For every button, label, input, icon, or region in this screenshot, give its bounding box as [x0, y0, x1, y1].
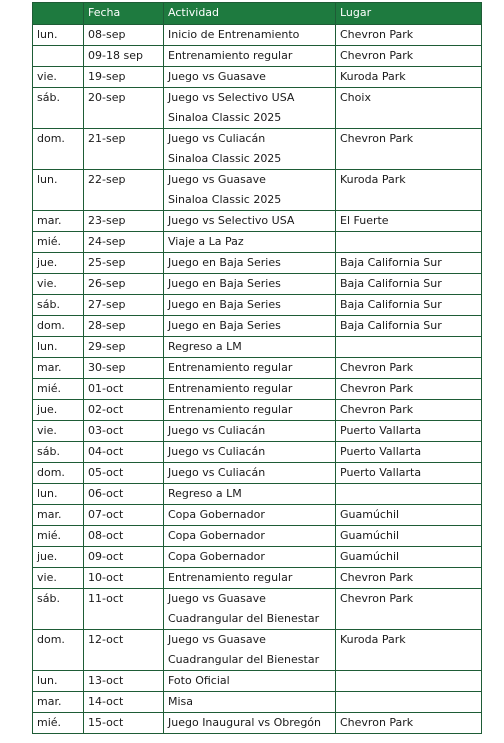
- activity-line: Entrenamiento regular: [168, 361, 293, 374]
- cell-activity: [164, 316, 336, 337]
- cell-place: Chevron Park: [336, 568, 482, 589]
- activity-line: Juego vs Selectivo USA: [168, 91, 295, 104]
- activity-line: Regreso a LM: [168, 487, 242, 500]
- table-row: [33, 358, 482, 379]
- cell-activity: [164, 692, 336, 713]
- cell-day: sáb.: [33, 88, 84, 129]
- cell-activity: [164, 358, 336, 379]
- table-row: [33, 379, 482, 400]
- cell-place: Chevron Park: [336, 129, 482, 170]
- cell-place: Chevron Park: [336, 358, 482, 379]
- table-row: [33, 25, 482, 46]
- cell-place: Chevron Park: [336, 713, 482, 734]
- cell-activity: [164, 505, 336, 526]
- activity-line: Juego vs Culiacán: [168, 424, 266, 437]
- activity-line: Juego en Baja Series: [168, 298, 281, 311]
- cell-day: sáb.: [33, 589, 84, 630]
- table-row: [33, 505, 482, 526]
- cell-date: 09-18 sep: [84, 46, 164, 67]
- cell-day: mar.: [33, 692, 84, 713]
- activity-line: Juego vs Culiacán: [168, 445, 266, 458]
- cell-activity: [164, 400, 336, 421]
- cell-place: Chevron Park: [336, 589, 482, 630]
- table-row: [33, 568, 482, 589]
- table-row: [33, 88, 482, 129]
- activity-line: Copa Gobernador: [168, 508, 265, 521]
- cell-activity: [164, 25, 336, 46]
- header-day: [33, 3, 84, 25]
- activity-line: Misa: [168, 695, 194, 708]
- cell-place: Chevron Park: [336, 400, 482, 421]
- table-row: [33, 316, 482, 337]
- header-date: Fecha: [84, 3, 164, 25]
- activity-line: Juego en Baja Series: [168, 256, 281, 269]
- cell-activity: [164, 274, 336, 295]
- cell-place: Chevron Park: [336, 379, 482, 400]
- activity-line: Juego Inaugural vs Obregón: [168, 716, 322, 729]
- table-row: [33, 337, 482, 358]
- activity-line: Juego vs Guasave: [168, 70, 266, 83]
- table-row: [33, 484, 482, 505]
- cell-day: mar.: [33, 358, 84, 379]
- cell-date: 21-sep: [84, 129, 164, 170]
- cell-date: 03-oct: [84, 421, 164, 442]
- cell-place: Kuroda Park: [336, 67, 482, 88]
- cell-date: 20-sep: [84, 88, 164, 129]
- cell-place: Kuroda Park: [336, 630, 482, 671]
- cell-day: dom.: [33, 316, 84, 337]
- cell-date: 30-sep: [84, 358, 164, 379]
- cell-activity: [164, 170, 336, 211]
- cell-day: vie.: [33, 421, 84, 442]
- cell-date: 02-oct: [84, 400, 164, 421]
- cell-activity: [164, 547, 336, 568]
- cell-day: jue.: [33, 547, 84, 568]
- cell-day: dom.: [33, 129, 84, 170]
- cell-date: 07-oct: [84, 505, 164, 526]
- activity-line: Juego vs Guasave: [168, 173, 266, 186]
- cell-activity: [164, 463, 336, 484]
- cell-day: mié.: [33, 232, 84, 253]
- header-place: Lugar: [336, 3, 482, 25]
- cell-day: mié.: [33, 713, 84, 734]
- activity-line: Entrenamiento regular: [168, 403, 293, 416]
- cell-date: 22-sep: [84, 170, 164, 211]
- cell-activity: [164, 484, 336, 505]
- cell-date: 15-oct: [84, 713, 164, 734]
- table-row: [33, 67, 482, 88]
- cell-day: jue.: [33, 253, 84, 274]
- cell-place: [336, 337, 482, 358]
- cell-activity: [164, 713, 336, 734]
- activity-line: Cuadrangular del Bienestar: [168, 653, 320, 666]
- cell-activity: [164, 67, 336, 88]
- cell-date: 09-oct: [84, 547, 164, 568]
- cell-place: Chevron Park: [336, 46, 482, 67]
- cell-activity: [164, 630, 336, 671]
- cell-date: 04-oct: [84, 442, 164, 463]
- activity-line: Copa Gobernador: [168, 550, 265, 563]
- cell-activity: [164, 526, 336, 547]
- cell-date: 13-oct: [84, 671, 164, 692]
- cell-date: 06-oct: [84, 484, 164, 505]
- cell-day: vie.: [33, 568, 84, 589]
- cell-date: 12-oct: [84, 630, 164, 671]
- cell-place: Baja California Sur: [336, 253, 482, 274]
- table-row: [33, 421, 482, 442]
- cell-activity: [164, 589, 336, 630]
- cell-day: vie.: [33, 274, 84, 295]
- cell-place: Choix: [336, 88, 482, 129]
- cell-date: 25-sep: [84, 253, 164, 274]
- cell-place: Guamúchil: [336, 547, 482, 568]
- cell-date: 11-oct: [84, 589, 164, 630]
- activity-line: Regreso a LM: [168, 340, 242, 353]
- cell-date: 19-sep: [84, 67, 164, 88]
- table-row: [33, 671, 482, 692]
- table-row: [33, 442, 482, 463]
- table-row: [33, 274, 482, 295]
- cell-activity: [164, 211, 336, 232]
- cell-day: mié.: [33, 379, 84, 400]
- table-row: [33, 253, 482, 274]
- table-row: [33, 295, 482, 316]
- cell-date: 28-sep: [84, 316, 164, 337]
- cell-activity: [164, 129, 336, 170]
- cell-place: [336, 692, 482, 713]
- cell-place: Baja California Sur: [336, 274, 482, 295]
- table-row: [33, 526, 482, 547]
- table-row: [33, 589, 482, 630]
- activity-line: Sinaloa Classic 2025: [168, 152, 282, 165]
- cell-place: El Fuerte: [336, 211, 482, 232]
- cell-date: 27-sep: [84, 295, 164, 316]
- cell-activity: [164, 232, 336, 253]
- table-row: [33, 692, 482, 713]
- table-row: [33, 129, 482, 170]
- cell-place: Chevron Park: [336, 25, 482, 46]
- cell-activity: [164, 671, 336, 692]
- cell-day: mar.: [33, 505, 84, 526]
- header-activity: Actividad: [164, 3, 336, 25]
- activity-line: Juego vs Culiacán: [168, 466, 266, 479]
- cell-activity: [164, 253, 336, 274]
- cell-date: 10-oct: [84, 568, 164, 589]
- cell-day: jue.: [33, 400, 84, 421]
- cell-place: Baja California Sur: [336, 295, 482, 316]
- activity-line: Inicio de Entrenamiento: [168, 28, 300, 41]
- activity-line: Entrenamiento regular: [168, 571, 293, 584]
- activity-line: Viaje a La Paz: [168, 235, 244, 248]
- cell-date: 08-oct: [84, 526, 164, 547]
- activity-line: Juego vs Guasave: [168, 592, 266, 605]
- cell-activity: [164, 295, 336, 316]
- table-row: [33, 713, 482, 734]
- cell-activity: [164, 337, 336, 358]
- cell-activity: [164, 88, 336, 129]
- cell-day: mar.: [33, 211, 84, 232]
- header-row: [33, 3, 482, 25]
- cell-activity: [164, 568, 336, 589]
- cell-day: [33, 46, 84, 67]
- table-row: [33, 46, 482, 67]
- cell-activity: [164, 442, 336, 463]
- cell-place: Puerto Vallarta: [336, 421, 482, 442]
- table-row: [33, 630, 482, 671]
- table-row: [33, 400, 482, 421]
- cell-date: 14-oct: [84, 692, 164, 713]
- cell-place: Puerto Vallarta: [336, 442, 482, 463]
- cell-day: sáb.: [33, 442, 84, 463]
- cell-date: 29-sep: [84, 337, 164, 358]
- cell-date: 26-sep: [84, 274, 164, 295]
- cell-place: Kuroda Park: [336, 170, 482, 211]
- table-row: [33, 232, 482, 253]
- cell-day: lun.: [33, 337, 84, 358]
- cell-place: [336, 232, 482, 253]
- activity-line: Sinaloa Classic 2025: [168, 193, 282, 206]
- schedule-body: [33, 25, 482, 734]
- table-row: [33, 170, 482, 211]
- activity-line: Juego vs Culiacán: [168, 132, 266, 145]
- cell-day: sáb.: [33, 295, 84, 316]
- cell-place: [336, 671, 482, 692]
- activity-line: Juego vs Selectivo USA: [168, 214, 295, 227]
- cell-day: lun.: [33, 484, 84, 505]
- cell-activity: [164, 421, 336, 442]
- activity-line: Entrenamiento regular: [168, 49, 293, 62]
- activity-line: Copa Gobernador: [168, 529, 265, 542]
- cell-place: Baja California Sur: [336, 316, 482, 337]
- cell-day: dom.: [33, 630, 84, 671]
- activity-line: Entrenamiento regular: [168, 382, 293, 395]
- cell-day: mié.: [33, 526, 84, 547]
- cell-date: 23-sep: [84, 211, 164, 232]
- cell-place: Guamúchil: [336, 505, 482, 526]
- cell-day: lun.: [33, 170, 84, 211]
- cell-date: 05-oct: [84, 463, 164, 484]
- cell-place: Guamúchil: [336, 526, 482, 547]
- table-row: [33, 463, 482, 484]
- cell-date: 01-oct: [84, 379, 164, 400]
- cell-place: [336, 484, 482, 505]
- cell-day: lun.: [33, 25, 84, 46]
- cell-day: dom.: [33, 463, 84, 484]
- table-row: [33, 547, 482, 568]
- cell-day: lun.: [33, 671, 84, 692]
- activity-line: Juego en Baja Series: [168, 277, 281, 290]
- activity-line: Sinaloa Classic 2025: [168, 111, 282, 124]
- cell-activity: [164, 379, 336, 400]
- cell-day: vie.: [33, 67, 84, 88]
- table-row: [33, 211, 482, 232]
- cell-activity: [164, 46, 336, 67]
- cell-place: Puerto Vallarta: [336, 463, 482, 484]
- cell-date: 24-sep: [84, 232, 164, 253]
- activity-line: Foto Oficial: [168, 674, 230, 687]
- activity-line: Juego en Baja Series: [168, 319, 281, 332]
- schedule-table: [32, 2, 482, 734]
- activity-line: Juego vs Guasave: [168, 633, 266, 646]
- activity-line: Cuadrangular del Bienestar: [168, 612, 320, 625]
- cell-date: 08-sep: [84, 25, 164, 46]
